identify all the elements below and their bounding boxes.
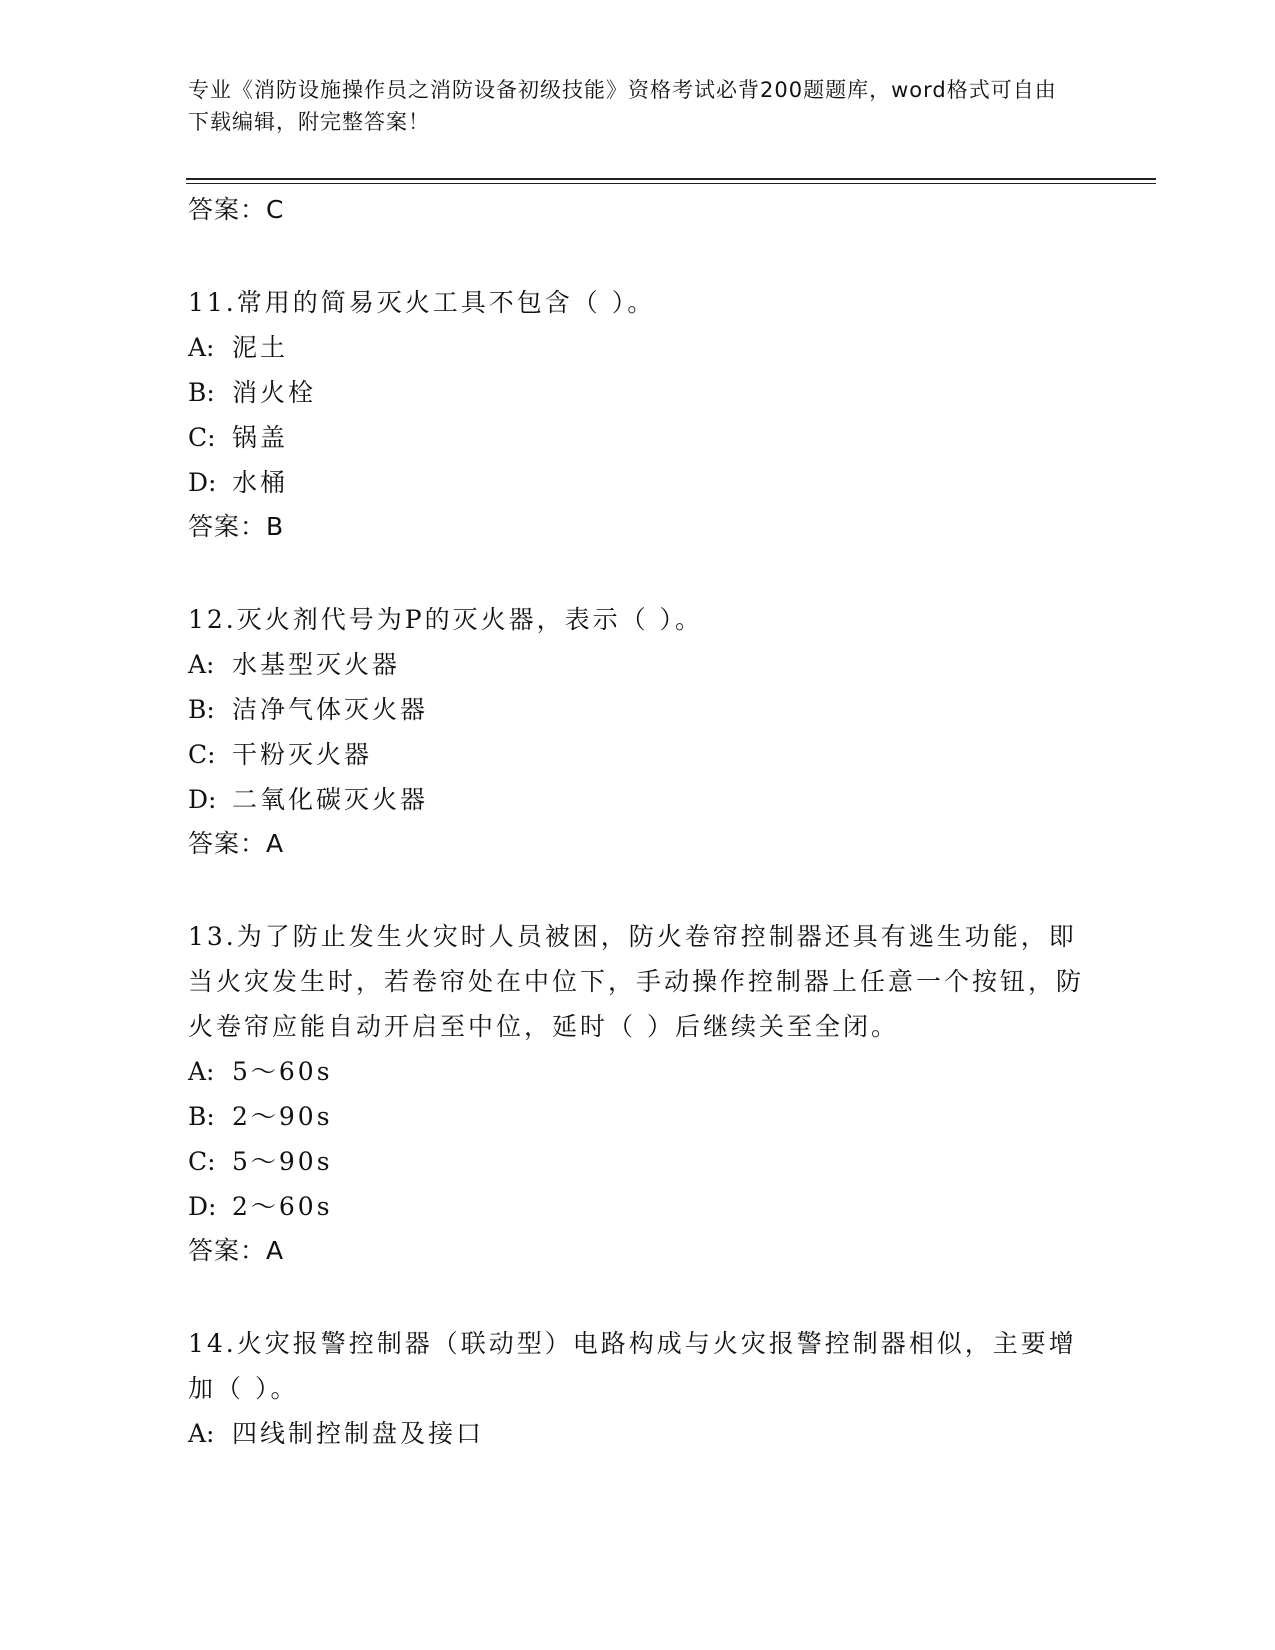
option-c (188, 1139, 1088, 1184)
option-text: 水桶 (232, 468, 289, 497)
option-letter: A: (188, 650, 215, 679)
option-text: 消火栓 (232, 378, 317, 407)
option-b (188, 370, 1088, 415)
option-a (188, 642, 1088, 687)
option-letter: D: (188, 468, 217, 497)
header-rule-thick (186, 178, 1156, 180)
option-letter: B: (188, 378, 215, 407)
header-rule-thin (186, 183, 1156, 184)
question-14 (188, 1321, 1088, 1456)
option-letter: C: (188, 740, 216, 769)
question-stem: 14.火灾报警控制器（联动型）电路构成与火灾报警控制器相似，主要增加（ ）。 (188, 1329, 1077, 1403)
option-letter: A: (188, 1419, 215, 1448)
option-letter: A: (188, 1057, 215, 1086)
document-header: 专业《消防设施操作员之消防设备初级技能》资格考试必背200题题库，word格式可自由下载编辑，附完整答案！ (188, 78, 1057, 134)
answer-line: 答案：B (188, 512, 285, 541)
option-b (188, 1094, 1088, 1139)
option-a (188, 325, 1088, 370)
option-letter: C: (188, 1147, 216, 1176)
option-letter: B: (188, 695, 215, 724)
question-stem: 12.灭火剂代号为P的灭火器，表示（ ）。 (188, 605, 704, 634)
option-text: 锅盖 (232, 423, 289, 452)
question-stem: 13.为了防止发生火灾时人员被困，防火卷帘控制器还具有逃生功能，即当火灾发生时，若卷帘处在中位下，手动操作控制器上任意一个按钮，防火卷帘应能自动开启至中位，延时（ ）后继续关至全闭。 (188, 922, 1085, 1041)
option-text: 5～60s (232, 1057, 333, 1086)
option-text: 泥土 (232, 333, 289, 362)
question-11 (188, 280, 1088, 547)
option-a (188, 1049, 1088, 1094)
option-b (188, 687, 1088, 732)
answer-line: 答案：A (188, 829, 285, 858)
answer-line: 答案：C (188, 195, 285, 224)
option-c (188, 732, 1088, 777)
option-letter: D: (188, 785, 217, 814)
option-text: 5～90s (232, 1147, 333, 1176)
option-d (188, 460, 1088, 505)
question-stem: 11.常用的简易灭火工具不包含（ ）。 (188, 288, 656, 317)
option-text: 二氧化碳灭火器 (232, 785, 429, 814)
option-text: 2～60s (232, 1192, 333, 1221)
option-text: 水基型灭火器 (232, 650, 401, 679)
option-text: 干粉灭火器 (232, 740, 373, 769)
option-letter: A: (188, 333, 215, 362)
option-text: 洁净气体灭火器 (232, 695, 429, 724)
option-c (188, 415, 1088, 460)
option-text: 2～90s (232, 1102, 333, 1131)
option-d (188, 1184, 1088, 1229)
option-a (188, 1411, 1088, 1456)
question-12 (188, 597, 1088, 864)
option-text: 四线制控制盘及接口 (232, 1419, 485, 1448)
answer-line: 答案：A (188, 1236, 285, 1265)
option-letter: C: (188, 423, 216, 452)
option-d (188, 777, 1088, 822)
question-13 (188, 914, 1088, 1271)
option-letter: B: (188, 1102, 215, 1131)
question-list (188, 190, 1088, 1456)
option-letter: D: (188, 1192, 217, 1221)
